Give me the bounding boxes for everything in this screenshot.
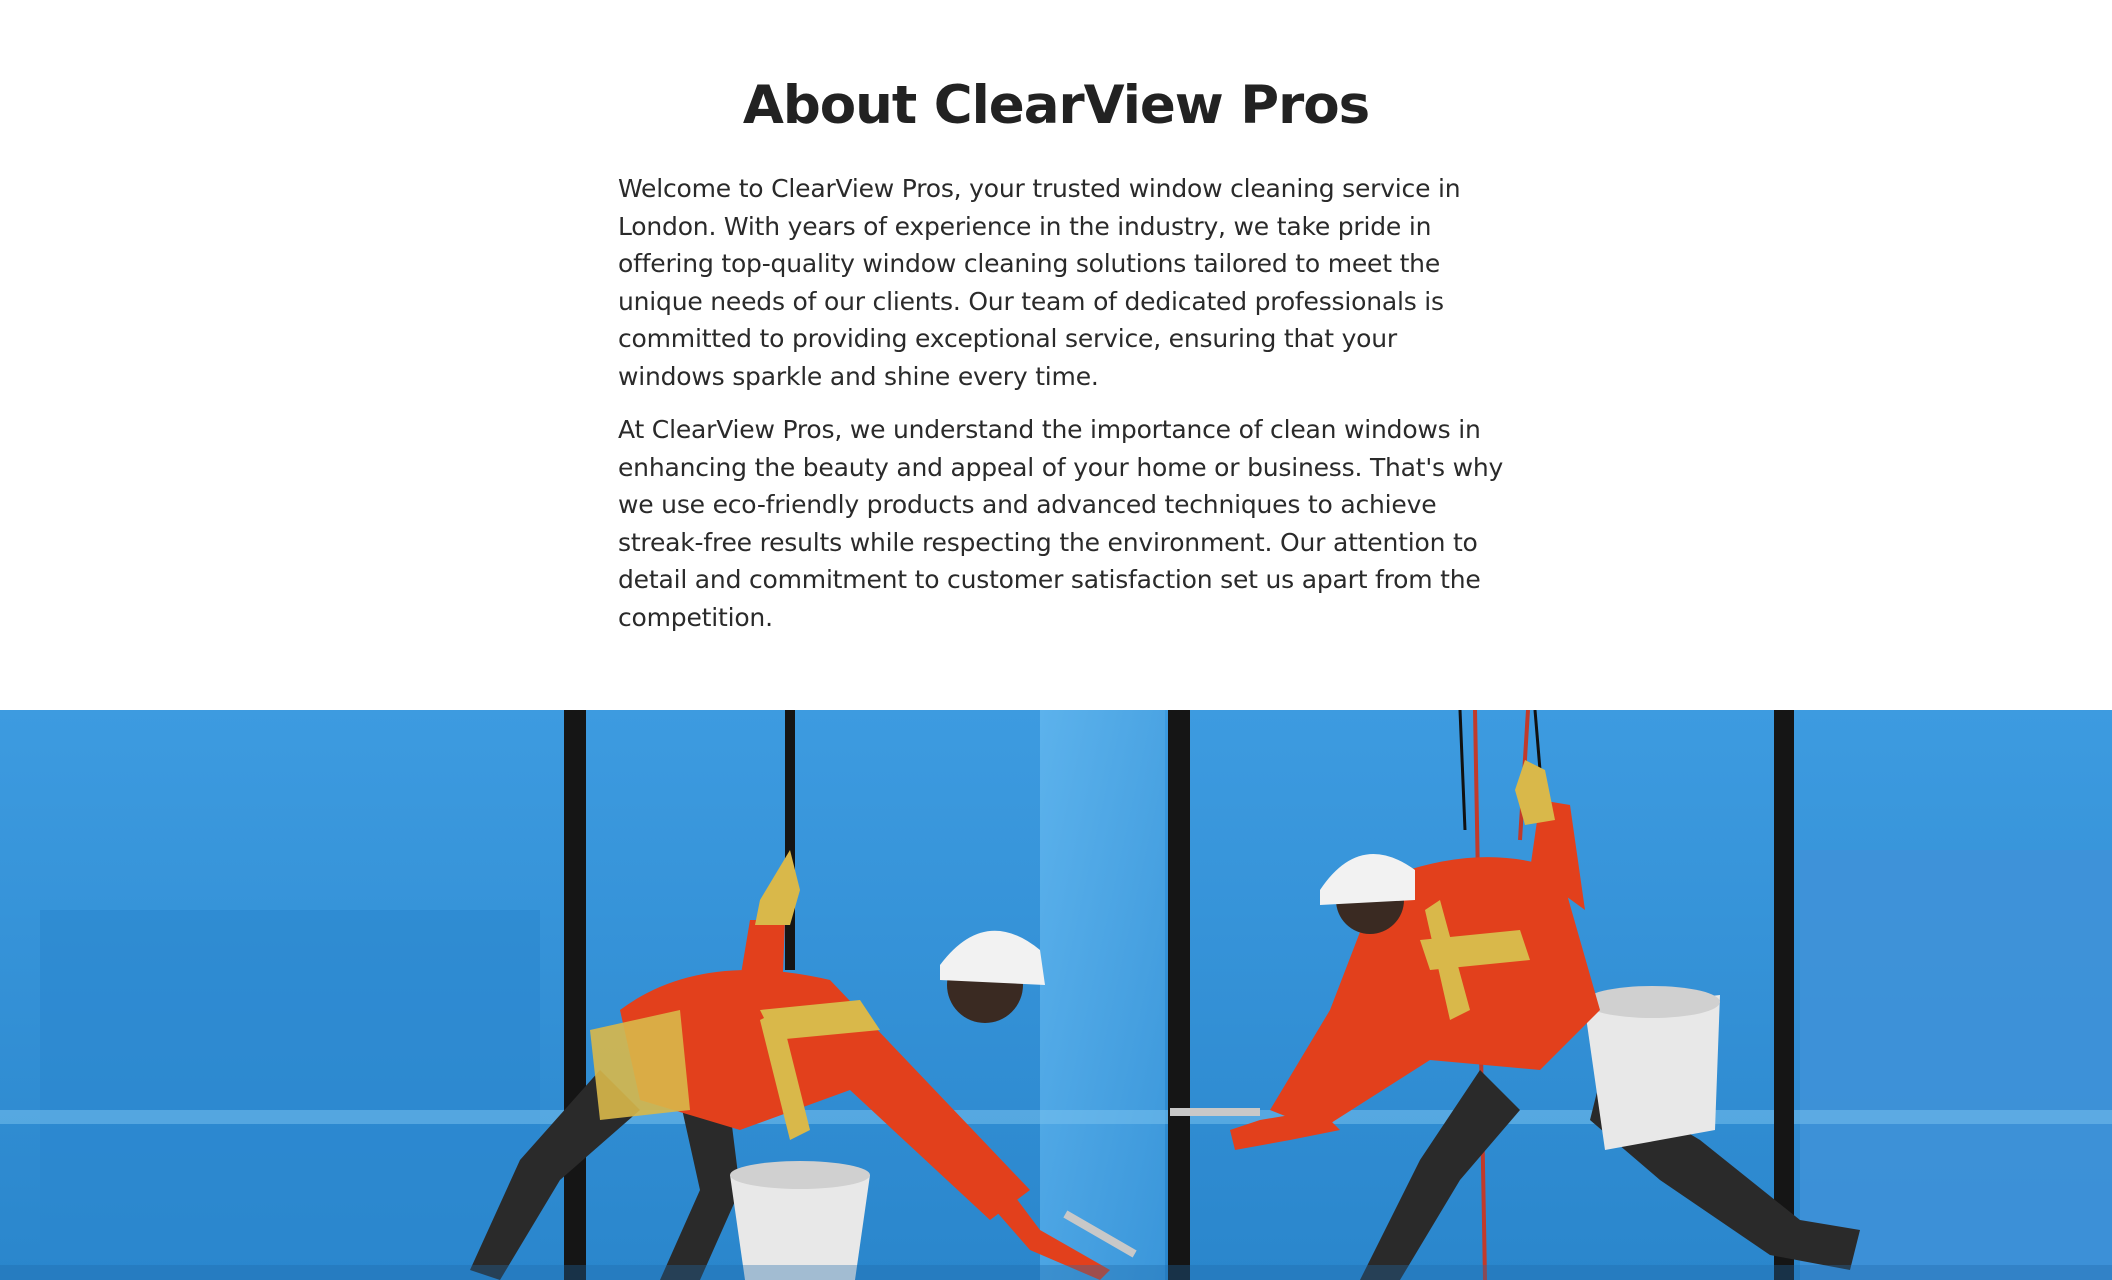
- window-frame: [564, 710, 586, 1280]
- window-frame: [1168, 710, 1190, 1280]
- window-frame: [1774, 710, 1794, 1280]
- reflection-band: [0, 1110, 2112, 1124]
- about-body: [618, 170, 1508, 652]
- window-frame: [785, 710, 795, 970]
- streaked-glass: [40, 910, 540, 1280]
- about-paragraph-2: At ClearView Pros, we understand the importance of clean windows in enhancing the beauty and appeal of your home or business. That's why we use eco-friendly products and advanced techniques to achieve streak-free results while respecting the environment. Our attention to detail and commitment to customer satisfaction set us apart from the competition.: [618, 415, 1504, 632]
- about-heading: About ClearView Pros: [742, 75, 1370, 136]
- window-sill-shadow: [0, 1265, 2112, 1280]
- bucket-icon: [1585, 995, 1720, 1150]
- window-cleaners-photo: [0, 710, 2112, 1280]
- window-cleaners-illustration: [0, 710, 2112, 1280]
- soapy-glass: [1800, 850, 2112, 1280]
- bucket-icon: [730, 1175, 870, 1280]
- about-paragraph-1: Welcome to ClearView Pros, your trusted window cleaning service in London. With years of experience in the industry, we take pride in offering top-quality window cleaning solutions tailored to meet the unique needs of our clients. Our team of dedicated professionals is committed to providing exceptional service, ensuring that your windows sparkle and shine every time.: [618, 174, 1461, 391]
- glass-pillar: [1040, 710, 1165, 1280]
